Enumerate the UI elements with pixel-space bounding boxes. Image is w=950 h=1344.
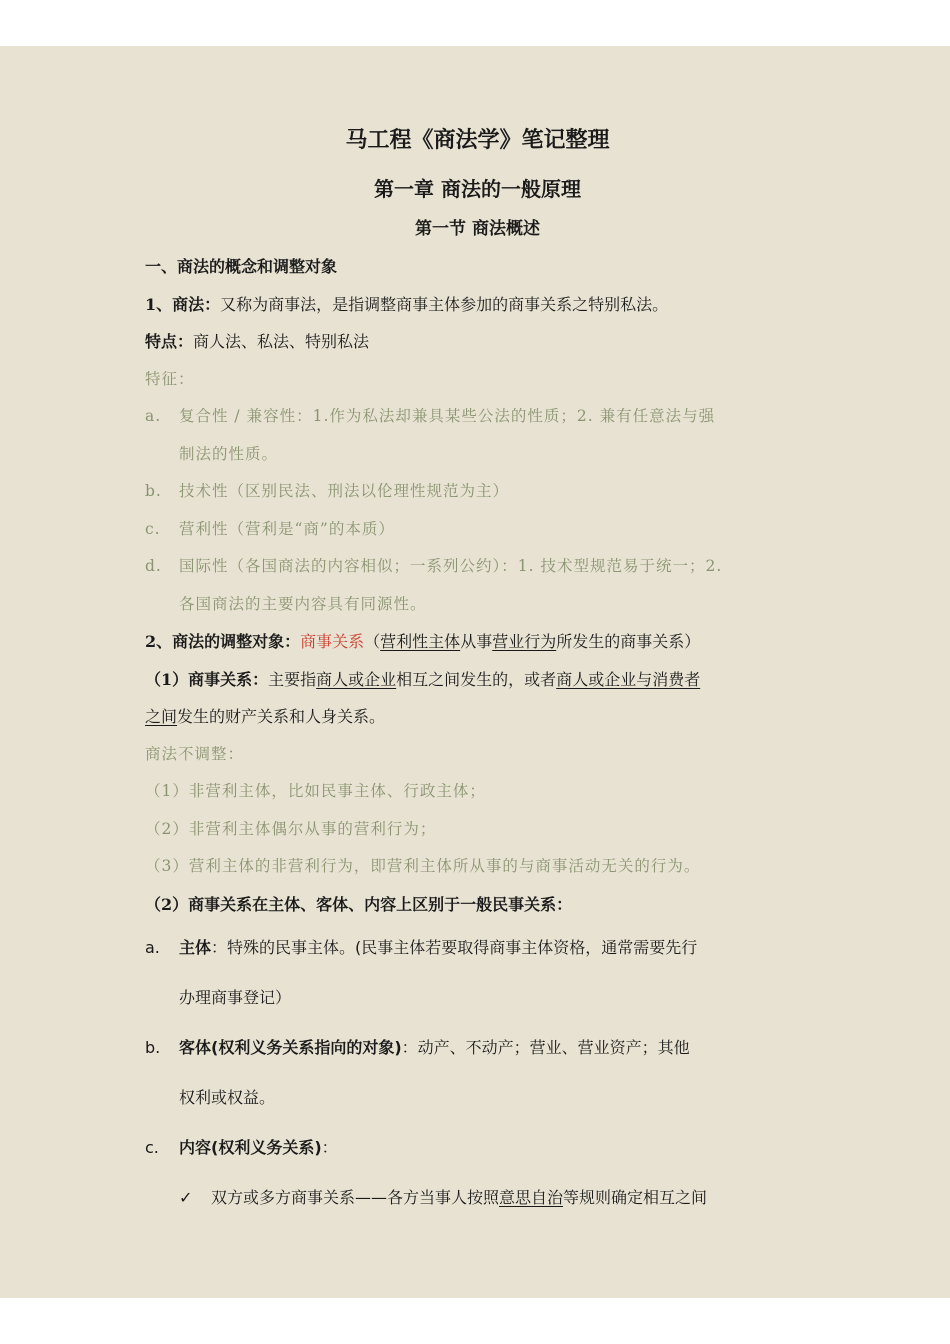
page-content: [145, 124, 810, 1223]
feature-b-mark: b.: [145, 482, 162, 500]
feature-d-text: 国际性（各国商法的内容相似；一系列公约）：1. 技术型规范易于统一；2.: [179, 557, 723, 575]
not-adjust-item-1: （1）非营利主体，比如民事主体、行政主体；: [145, 782, 486, 800]
paragraph-difference: （2）商事关系在主体、客体、内容上区别于一般民事关系：: [145, 894, 573, 914]
adjust-object-underline-2: 营业行为: [492, 632, 557, 651]
traits-label: 特点：: [145, 332, 194, 351]
commercial-relation-t3: 发生的财产关系和人身关系。: [177, 707, 386, 726]
adjust-object-open: （: [364, 632, 381, 651]
adjust-object-tail: 所发生的商事关系）: [556, 632, 701, 651]
feature-d-line1: [145, 548, 810, 586]
feature-a-mark: a.: [145, 407, 162, 425]
features-title: 特征：: [145, 369, 195, 388]
feature-b: [145, 473, 810, 511]
not-adjust-item-2: （2）非营利主体偶尔从事的营利行为；: [145, 819, 437, 838]
paragraph-traits: [145, 323, 810, 361]
feature-c-mark: c.: [145, 519, 161, 538]
checked-item: [145, 1173, 810, 1223]
feature-c-text: 营利性（营利是“商”的本质）: [179, 519, 395, 538]
paragraph-commercial-relation-line1: [145, 661, 810, 699]
commercial-relation-t2: 相互之间发生的，或者: [396, 669, 557, 689]
feature-a-line1: [145, 398, 810, 436]
heading-concept: 一、商法的概念和调整对象: [145, 257, 338, 276]
content-item: [145, 1123, 810, 1173]
object-text: ：动产、不动产；营业、营业资产；其他: [401, 1038, 690, 1057]
chapter-heading: 第一章 商法的一般原理: [374, 177, 581, 201]
feature-a-text: 复合性 / 兼容性：1.作为私法却兼具某些公法的性质；2. 兼有任意法与强: [179, 407, 716, 425]
paragraph-definition: [145, 286, 810, 324]
commercial-relation-underline-2: 商人或企业与消费者: [556, 669, 701, 689]
commercial-relation-label: （1）商事关系：: [145, 669, 269, 689]
check-icon: ✓: [179, 1188, 193, 1207]
subject-text: ：特殊的民事主体。(民事主体若要取得商事主体资格，通常需要先行: [211, 938, 698, 957]
adjust-object-label: 2、商法的调整对象：: [145, 632, 301, 651]
content-mark: c.: [145, 1138, 159, 1157]
document-page: [0, 46, 950, 1298]
object-mark: b.: [145, 1038, 161, 1057]
not-adjust-title: 商法不调整：: [145, 744, 245, 763]
adjust-object-highlight: 商事关系: [300, 632, 365, 651]
section-heading: 第一节 商法概述: [415, 219, 540, 239]
feature-c: [145, 511, 810, 549]
checked-item-t2: 等规则确定相互之间: [563, 1188, 708, 1207]
adjust-object-underline-1: 营利性主体: [380, 632, 461, 651]
feature-a-line2: 制法的性质。: [179, 444, 279, 463]
definition-label: 1、商法：: [145, 294, 221, 314]
object-item-line2: 权利或权益。: [179, 1088, 276, 1107]
checked-item-underline: 意思自治: [499, 1188, 564, 1207]
feature-d-mark: d.: [145, 557, 162, 575]
commercial-relation-underline-3: 之间: [145, 707, 178, 726]
subject-mark: a.: [145, 938, 160, 957]
commercial-relation-underline-1: 商人或企业: [316, 669, 397, 689]
object-label: 客体(权利义务关系指向的对象): [179, 1038, 402, 1057]
adjust-object-mid: 从事: [460, 632, 493, 651]
paragraph-adjust-object: [145, 623, 810, 661]
paragraph-commercial-relation-line2: [145, 698, 810, 736]
subject-label: 主体: [179, 938, 212, 957]
document-title: 马工程《商法学》笔记整理: [345, 127, 610, 153]
feature-b-text: 技术性（区别民法、刑法以伦理性规范为主）: [179, 482, 510, 500]
commercial-relation-t1: 主要指: [268, 669, 317, 689]
subject-item-line2: 办理商事登记）: [179, 988, 292, 1007]
content-label: 内容(权利义务关系): [179, 1138, 322, 1157]
feature-d-line2: 各国商法的主要内容具有同源性。: [179, 594, 427, 613]
object-item-line1: [145, 1023, 810, 1073]
subject-item-line1: [145, 923, 810, 973]
not-adjust-item-3: （3）营利主体的非营利行为，即营利主体所从事的与商事活动无关的行为。: [145, 857, 701, 875]
content-text: ：: [321, 1138, 338, 1157]
traits-text: 商人法、私法、特别私法: [193, 332, 370, 351]
definition-text: 又称为商事法，是指调整商事主体参加的商事关系之特别私法。: [220, 294, 669, 314]
checked-item-t1: 双方或多方商事关系——各方当事人按照: [211, 1188, 500, 1207]
